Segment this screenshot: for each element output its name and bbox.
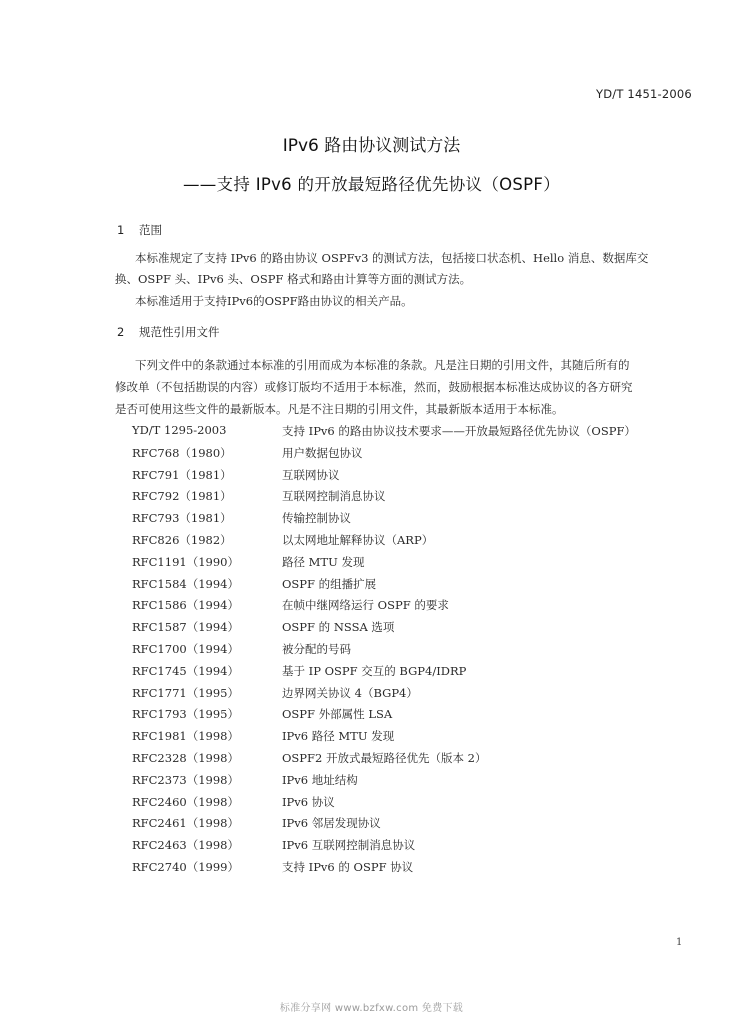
reference-item [132, 794, 692, 816]
reference-code: RFC1584（1994） [132, 576, 239, 591]
reference-title: OSPF 的 NSSA 选项 [282, 620, 395, 635]
section-number: 2 [117, 325, 125, 339]
reference-code: RFC2373（1998） [132, 772, 239, 787]
reference-item [132, 510, 692, 532]
reference-title: 支持 IPv6 的路由协议技术要求——开放最短路径优先协议（OSPF） [282, 424, 636, 438]
reference-title: 边界网关协议 4（BGP4） [282, 685, 418, 700]
reference-title: 支持 IPv6 的 OSPF 协议 [282, 859, 414, 874]
reference-item [132, 728, 692, 750]
reference-item [132, 619, 692, 641]
reference-item [132, 445, 692, 467]
section-2-heading [117, 324, 220, 340]
scope-applicability: 本标准适用于支持IPv6的OSPF路由协议的相关产品。 [135, 294, 413, 308]
section-title: 范围 [139, 223, 162, 237]
reference-code: RFC793（1981） [132, 511, 232, 526]
reference-title: IPv6 协议 [282, 794, 335, 809]
page-number: 1 [676, 937, 683, 948]
reference-code: RFC1771（1995） [132, 685, 239, 700]
reference-item [132, 859, 692, 881]
reference-title: 互联网协议 [282, 467, 340, 482]
watermark: 标准分享网 www.bzfxw.com 免费下载 [279, 1003, 464, 1014]
reference-code: RFC2328（1998） [132, 750, 239, 765]
reference-item [132, 532, 692, 554]
reference-item [132, 554, 692, 576]
reference-title: 被分配的号码 [282, 641, 351, 656]
reference-code: RFC1981（1998） [132, 729, 239, 744]
reference-title: 基于 IP OSPF 交互的 BGP4/IDRP [282, 663, 467, 678]
reference-title: OSPF2 开放式最短路径优先（版本 2） [282, 750, 487, 765]
reference-code: RFC1793（1995） [132, 707, 239, 722]
reference-title: OSPF 外部属性 LSA [282, 707, 393, 722]
reference-code: RFC826（1982） [132, 532, 232, 547]
reference-code: RFC1745（1994） [132, 663, 239, 678]
reference-item [132, 772, 692, 794]
reference-code: YD/T 1295-2003 [132, 423, 227, 437]
reference-code: RFC791（1981） [132, 467, 232, 482]
scope-paragraph-line: 换、OSPF 头、IPv6 头、OSPF 格式和路由计算等方面的测试方法。 [115, 272, 472, 286]
reference-item [132, 641, 692, 663]
reference-list [132, 423, 692, 881]
reference-code: RFC2460（1998） [132, 794, 239, 809]
document-subtitle: ——支持 IPv6 的开放最短路径优先协议（OSPF） [182, 175, 561, 194]
reference-item [132, 685, 692, 707]
reference-item [132, 467, 692, 489]
reference-code: RFC2740（1999） [132, 859, 239, 874]
reference-item [132, 706, 692, 728]
reference-title: IPv6 互联网控制消息协议 [282, 838, 416, 853]
document-title: IPv6 路由协议测试方法 [282, 136, 461, 156]
normative-paragraph-line: 是否可使用这些文件的最新版本。凡是不注日期的引用文件，其最新版本适用于本标准。 [115, 402, 564, 416]
reference-title: 在帧中继网络运行 OSPF 的要求 [282, 598, 449, 613]
reference-code: RFC1587（1994） [132, 620, 239, 635]
reference-item [132, 663, 692, 685]
reference-title: IPv6 邻居发现协议 [282, 816, 381, 831]
reference-title: 用户数据包协议 [282, 445, 363, 460]
reference-code: RFC1191（1990） [132, 554, 239, 569]
normative-paragraph-line: 修改单（不包括勘误的内容）或修订版均不适用于本标准，然而，鼓励根据本标准达成协议的各方研究 [115, 380, 633, 394]
reference-code: RFC792（1981） [132, 489, 232, 504]
reference-item [132, 815, 692, 837]
reference-item [132, 488, 692, 510]
normative-paragraph-line: 下列文件中的条款通过本标准的引用而成为本标准的条款。凡是注日期的引用文件，其随后所有的 [135, 358, 630, 372]
reference-code: RFC2461（1998） [132, 816, 239, 831]
standard-number: YD/T 1451-2006 [596, 87, 692, 101]
reference-code: RFC1586（1994） [132, 598, 239, 613]
scope-paragraph-line: 本标准规定了支持 IPv6 的路由协议 OSPFv3 的测试方法，包括接口状态机、Hello 消息、数据库交 [135, 251, 649, 265]
reference-item [132, 576, 692, 598]
reference-item [132, 837, 692, 859]
reference-item [132, 423, 692, 445]
reference-title: IPv6 地址结构 [282, 772, 358, 787]
section-number: 1 [117, 223, 125, 237]
reference-title: OSPF 的组播扩展 [282, 576, 377, 591]
reference-code: RFC768（1980） [132, 445, 232, 460]
reference-code: RFC1700（1994） [132, 641, 239, 656]
reference-title: 互联网控制消息协议 [282, 489, 386, 504]
reference-title: IPv6 路径 MTU 发现 [282, 729, 395, 744]
reference-item [132, 750, 692, 772]
reference-title: 以太网地址解释协议（ARP） [282, 532, 434, 547]
section-title: 规范性引用文件 [139, 325, 220, 339]
reference-title: 路径 MTU 发现 [282, 554, 365, 569]
reference-code: RFC2463（1998） [132, 838, 239, 853]
reference-title: 传输控制协议 [282, 511, 351, 526]
reference-item [132, 597, 692, 619]
section-1-heading [117, 222, 162, 238]
